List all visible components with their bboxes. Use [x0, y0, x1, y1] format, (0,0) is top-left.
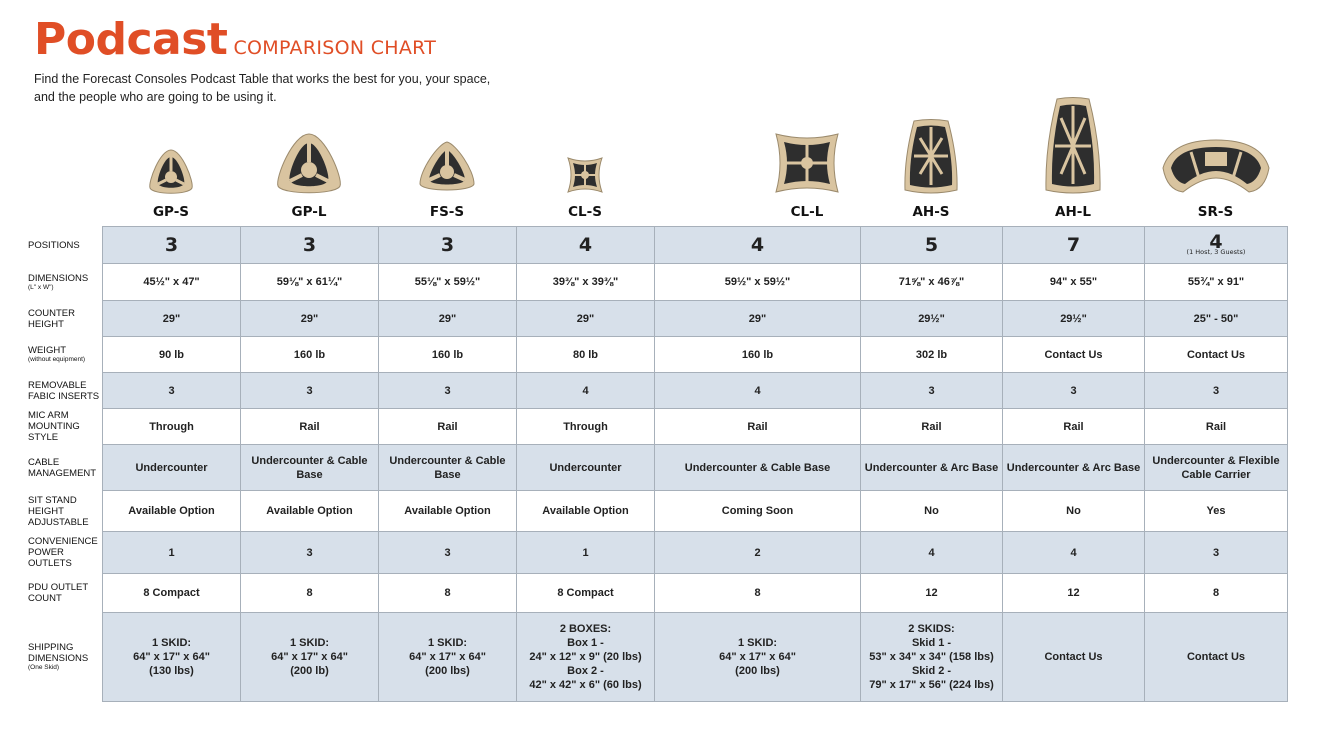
product-ah-l — [1002, 92, 1144, 226]
cell-value: 8 — [754, 587, 761, 599]
table-cell — [241, 373, 379, 409]
row-label-pdu-count: PDU OUTLET COUNT — [28, 582, 89, 604]
table-cell — [241, 532, 379, 574]
cell-value: 8 Compact — [557, 587, 614, 599]
table-cell — [517, 264, 655, 301]
table-cell — [861, 532, 1003, 574]
table-cell — [1145, 301, 1288, 337]
product-code: CL-L — [790, 204, 824, 220]
table-cell — [103, 409, 241, 445]
table-cell — [241, 574, 379, 613]
cell-value: 59⅛" x 61¼" — [276, 276, 343, 288]
table-cell — [861, 301, 1003, 337]
table-cell — [861, 574, 1003, 613]
table-cell — [655, 445, 861, 491]
intro-line-1: Find the Forecast Consoles Podcast Table that works the best for you, your space, — [34, 72, 491, 86]
cell-value: 12 — [925, 587, 938, 599]
table-row — [103, 445, 1288, 491]
product-code: GP-L — [291, 204, 327, 220]
cell-value: No — [1066, 505, 1081, 517]
cell-value: No — [924, 505, 939, 517]
table-cell — [517, 491, 655, 532]
product-sr-s — [1144, 92, 1287, 226]
table-cell — [1003, 264, 1145, 301]
cell-value: 1 — [168, 546, 175, 559]
cell-value: Rail — [1063, 420, 1084, 433]
table-cell — [379, 491, 517, 532]
cell-value: 1 SKID: 64" x 17" x 64" (200 lb) — [271, 637, 348, 677]
table-cell — [861, 409, 1003, 445]
table-cell — [1003, 613, 1145, 702]
square-table-large-icon — [772, 130, 842, 196]
cell-value: 4 — [928, 546, 935, 559]
cell-value: 45½" x 47" — [143, 276, 200, 288]
table-cell — [1003, 445, 1145, 491]
table-cell — [655, 227, 861, 264]
table-cell — [379, 574, 517, 613]
cell-value: 3 — [928, 384, 935, 397]
cell-value: Contact Us — [1186, 651, 1246, 663]
table-cell — [1003, 373, 1145, 409]
table-cell — [379, 532, 517, 574]
table-cell — [655, 532, 861, 574]
table-cell — [1003, 532, 1145, 574]
table-cell — [861, 264, 1003, 301]
cell-value: Available Option — [128, 505, 215, 517]
row-label-weight: WEIGHT (without equipment) — [28, 345, 86, 363]
product-code: SR-S — [1197, 204, 1234, 220]
page-title: Podcast — [34, 14, 228, 65]
cell-value: Contact Us — [1186, 348, 1246, 361]
cell-value: Yes — [1206, 505, 1226, 517]
cell-value: 8 — [444, 587, 451, 599]
row-label-cable-management: CABLE MANAGEMENT — [28, 456, 97, 479]
cell-value: 1 SKID: 64" x 17" x 64" (200 lbs) — [409, 637, 486, 677]
cell-value: 160 lb — [293, 348, 326, 361]
table-cell — [1003, 574, 1145, 613]
arc-table-large-icon — [1043, 96, 1103, 196]
flared-triangle-table-icon — [416, 140, 478, 196]
cell-value: 4 — [750, 234, 765, 256]
cell-value: 5 — [924, 234, 939, 256]
semi-round-table-icon — [1161, 138, 1271, 196]
comparison-table — [102, 226, 1288, 702]
cell-value: Undercounter & Arc Base — [864, 461, 999, 474]
cell-value: 4 — [754, 384, 761, 397]
cell-value: 29" — [300, 312, 319, 325]
cell-value: 1 SKID: 64" x 17" x 64" (130 lbs) — [133, 637, 210, 677]
cell-value: Available Option — [404, 505, 491, 517]
cell-value: Undercounter & Flexible Cable Carrier — [1152, 454, 1280, 481]
table-cell — [103, 337, 241, 373]
cell-value: Undercounter — [549, 461, 622, 474]
table-cell — [103, 574, 241, 613]
table-cell — [655, 491, 861, 532]
cell-value: 8 — [306, 587, 313, 599]
table-cell — [241, 301, 379, 337]
intro-line-2: and the people who are going to be using it. — [34, 90, 277, 104]
table-row — [103, 613, 1288, 702]
cell-value: 1 SKID: 64" x 17" x 64" (200 lbs) — [719, 637, 796, 677]
product-gp-s — [102, 92, 240, 226]
row-label-fabric-inserts: REMOVABLE FABIC INSERTS — [28, 379, 100, 402]
cell-value: Rail — [1205, 420, 1227, 433]
cell-value: Undercounter & Cable Base — [684, 461, 831, 474]
table-cell — [379, 337, 517, 373]
table-cell — [103, 373, 241, 409]
cell-value: Undercounter & Arc Base — [1006, 461, 1141, 474]
cell-value: 4 — [578, 234, 593, 256]
cell-value: 29" — [438, 312, 457, 325]
table-cell — [517, 613, 655, 702]
table-cell — [103, 532, 241, 574]
table-cell — [379, 445, 517, 491]
table-cell — [655, 613, 861, 702]
cell-value: 29" — [162, 312, 181, 325]
table-cell — [517, 532, 655, 574]
cell-value: 160 lb — [431, 348, 464, 361]
table-cell — [1145, 409, 1288, 445]
cell-value: 59½" x 59½" — [724, 276, 791, 288]
table-cell — [861, 373, 1003, 409]
table-cell — [379, 409, 517, 445]
cell-note: (1 Host, 3 Guests) — [1186, 247, 1246, 256]
cell-value: 3 — [1070, 384, 1077, 397]
cell-value: 3 — [168, 384, 175, 397]
table-cell — [241, 445, 379, 491]
cell-value: Through — [149, 420, 194, 433]
table-cell — [861, 227, 1003, 264]
cell-value: 8 Compact — [143, 587, 200, 599]
cell-value: 4 — [582, 384, 589, 397]
table-cell — [1145, 613, 1288, 702]
table-cell — [103, 264, 241, 301]
cell-value: Rail — [299, 420, 320, 433]
table-row — [103, 532, 1288, 574]
cell-value: 302 lb — [915, 348, 948, 361]
cell-value: Contact Us — [1044, 348, 1103, 361]
table-cell — [517, 574, 655, 613]
cell-value: 2 SKIDS: Skid 1 - 53" x 34" x 34" (158 lbs) Skid 2 - 79" x 17" x 56" (224 lbs) — [869, 623, 994, 691]
square-table-small-icon — [564, 154, 606, 196]
cell-value: Rail — [921, 420, 942, 433]
table-cell — [655, 337, 861, 373]
table-cell — [1145, 227, 1288, 264]
cell-value: 3 — [306, 384, 313, 397]
product-gp-l — [240, 92, 378, 226]
table-cell — [1145, 337, 1288, 373]
table-row — [103, 227, 1288, 264]
table-row — [103, 491, 1288, 532]
product-ah-s — [860, 92, 1002, 226]
table-cell — [655, 373, 861, 409]
table-cell — [655, 574, 861, 613]
product-header-row — [102, 92, 1287, 226]
table-cell — [655, 301, 861, 337]
table-cell — [655, 264, 861, 301]
cell-value: 3 — [302, 234, 317, 256]
cell-value: 29½" — [918, 312, 945, 325]
table-cell — [241, 491, 379, 532]
product-code: CL-S — [568, 204, 602, 220]
table-row — [103, 337, 1288, 373]
cell-value: Available Option — [266, 505, 353, 517]
table-cell — [517, 227, 655, 264]
product-cl-s — [516, 92, 654, 226]
cell-value: 3 — [1212, 546, 1220, 559]
product-code: AH-S — [912, 204, 950, 220]
cell-value: Coming Soon — [721, 505, 794, 517]
cell-value: 1 — [582, 546, 589, 559]
cell-value: Contact Us — [1044, 651, 1103, 663]
table-cell — [1003, 409, 1145, 445]
cell-value: Undercounter — [135, 461, 208, 474]
table-cell — [861, 445, 1003, 491]
cell-value: 3 — [1212, 384, 1220, 397]
table-cell — [379, 373, 517, 409]
table-row — [103, 301, 1288, 337]
table-cell — [861, 337, 1003, 373]
table-cell — [1003, 337, 1145, 373]
table-cell — [1003, 301, 1145, 337]
table-cell — [861, 613, 1003, 702]
cell-value: 7 — [1066, 234, 1081, 256]
table-cell — [1003, 491, 1145, 532]
table-cell — [379, 613, 517, 702]
table-row — [103, 409, 1288, 445]
cell-value: 94" x 55" — [1049, 276, 1098, 288]
table-cell — [1145, 373, 1288, 409]
table-cell — [655, 409, 861, 445]
table-cell — [1003, 227, 1145, 264]
table-cell — [861, 491, 1003, 532]
table-cell — [103, 445, 241, 491]
table-cell — [517, 337, 655, 373]
cell-value: 4 — [1070, 546, 1077, 559]
table-cell — [103, 301, 241, 337]
cell-value: 25" - 50" — [1193, 312, 1239, 325]
row-label-mic-arm: MIC ARM MOUNTING STYLE — [28, 410, 80, 443]
table-cell — [1145, 264, 1288, 301]
row-label-dimensions: DIMENSIONS (L" x W") — [28, 272, 89, 291]
arc-table-small-icon — [902, 118, 960, 196]
cell-value: 55¾" x 91" — [1187, 276, 1245, 288]
table-cell — [241, 409, 379, 445]
cell-value: Rail — [437, 420, 458, 433]
table-cell — [103, 227, 241, 264]
cell-value: 71⅝" x 46⅞" — [898, 276, 965, 288]
row-label-sit-stand: SIT STAND HEIGHT ADJUSTABLE — [28, 494, 89, 528]
cell-value: 3 — [164, 234, 179, 256]
cell-value: 3 — [444, 384, 451, 397]
cell-value: 3 — [444, 546, 451, 559]
cell-value: 29" — [576, 312, 595, 325]
product-code: AH-L — [1055, 204, 1091, 220]
table-cell — [1145, 574, 1288, 613]
table-cell — [103, 491, 241, 532]
page-subtitle: COMPARISON CHART — [233, 37, 437, 59]
cell-value: 39⅜" x 39⅜" — [552, 276, 619, 288]
table-cell — [241, 227, 379, 264]
row-label-positions: POSITIONS — [28, 239, 80, 251]
table-cell — [517, 373, 655, 409]
cell-value: 90 lb — [158, 348, 185, 361]
table-cell — [517, 301, 655, 337]
page-title-block — [34, 14, 436, 65]
cell-value: 12 — [1067, 587, 1080, 599]
table-cell — [517, 409, 655, 445]
table-cell — [379, 227, 517, 264]
table-cell — [241, 337, 379, 373]
cell-value: Available Option — [542, 505, 629, 517]
table-cell — [103, 613, 241, 702]
cell-value: 2 — [754, 546, 761, 559]
cell-value: 4 — [1209, 230, 1223, 253]
cell-value: 3 — [440, 234, 455, 256]
product-code: GP-S — [152, 204, 190, 220]
cell-value: 8 — [1212, 587, 1220, 599]
triangle-table-large-icon — [273, 132, 345, 196]
table-cell — [379, 301, 517, 337]
row-label-shipping: SHIPPING DIMENSIONS (One Skid) — [28, 642, 89, 671]
cell-value: 29" — [748, 312, 767, 325]
table-row — [103, 373, 1288, 409]
cell-value: 80 lb — [572, 348, 599, 361]
cell-value: 55⅛" x 59½" — [414, 276, 481, 288]
product-code: FS-S — [429, 204, 465, 220]
cell-value: 3 — [306, 546, 313, 559]
cell-value: Undercounter & Cable Base — [389, 454, 506, 481]
product-fs-s — [378, 92, 516, 226]
cell-value: 2 BOXES: Box 1 - 24" x 12" x 9" (20 lbs) Box 2 - 42" x 42" x 6" (60 lbs) — [529, 623, 642, 691]
row-label-counter-height: COUNTER HEIGHT — [28, 307, 75, 330]
table-cell — [241, 264, 379, 301]
table-cell — [1145, 445, 1288, 491]
table-cell — [1145, 532, 1288, 574]
cell-value: 29½" — [1060, 312, 1087, 325]
table-cell — [379, 264, 517, 301]
cell-value: Rail — [747, 420, 768, 433]
triangle-table-small-icon — [146, 148, 196, 196]
table-cell — [241, 613, 379, 702]
table-row — [103, 574, 1288, 613]
cell-value: 160 lb — [741, 348, 774, 361]
cell-value: Undercounter & Cable Base — [251, 454, 368, 481]
row-label-power-outlets: CONVENIENCE POWER OUTLETS — [28, 536, 98, 569]
table-row — [103, 264, 1288, 301]
table-cell — [1145, 491, 1288, 532]
cell-value: Through — [563, 420, 608, 433]
table-cell — [517, 445, 655, 491]
